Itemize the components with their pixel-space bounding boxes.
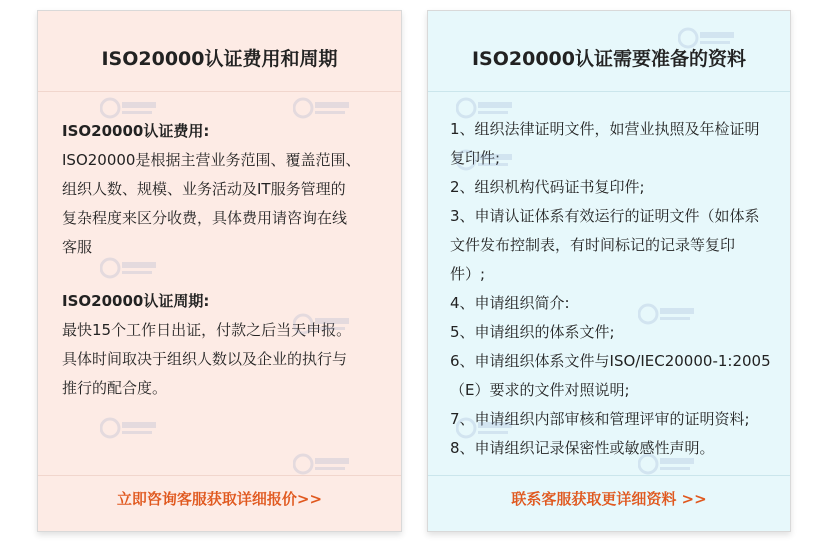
company-logo-watermark-icon — [293, 451, 353, 477]
fee-line: 复杂程度来区分收费，具体费用请咨询在线 — [62, 209, 348, 227]
cycle-line: 具体时间取决于组织人数以及企业的执行与 — [62, 350, 348, 368]
list-item: 7、申请组织内部审核和管理评审的证明资料; — [450, 410, 750, 428]
company-logo-watermark-icon — [638, 301, 698, 327]
company-logo-watermark-icon — [638, 451, 698, 477]
list-item: 8、申请组织记录保密性或敏感性声明。 — [450, 439, 715, 457]
list-item: 5、申请组织的体系文件; — [450, 323, 615, 341]
fee-section — [62, 117, 382, 262]
consult-quote-link[interactable]: 立即咨询客服获取详细报价>> — [38, 475, 401, 531]
company-logo-watermark-icon — [100, 95, 160, 121]
cycle-heading: ISO20000认证周期: — [62, 292, 210, 310]
materials-title: ISO20000认证需要准备的资料 — [428, 11, 790, 92]
company-logo-watermark-icon — [456, 415, 516, 441]
cycle-line: 推行的配合度。 — [62, 379, 168, 397]
list-item: 2、组织机构代码证书复印件; — [450, 178, 645, 196]
cycle-section — [62, 287, 382, 403]
cycle-line: 最快15个工作日出证，付款之后当天申报。 — [62, 321, 352, 339]
list-item: 文件发布控制表，有时间标记的记录等复印 — [450, 236, 736, 254]
contact-materials-link[interactable]: 联系客服获取更详细资料 >> — [428, 475, 790, 531]
list-item: 件）; — [450, 265, 486, 283]
list-item: 复印件; — [450, 149, 501, 167]
company-logo-watermark-icon — [456, 147, 516, 173]
fee-line: ISO20000是根据主营业务范围、覆盖范围、 — [62, 151, 361, 169]
company-logo-watermark-icon — [100, 415, 160, 441]
list-item: 4、申请组织简介: — [450, 294, 570, 312]
fee-cycle-card — [37, 10, 402, 532]
list-item: （E）要求的文件对照说明; — [450, 381, 630, 399]
fee-line: 客服 — [62, 238, 93, 256]
list-item: 1、组织法律证明文件，如营业执照及年检证明 — [450, 120, 760, 138]
fee-cycle-title: ISO20000认证费用和周期 — [38, 11, 401, 92]
company-logo-watermark-icon — [678, 25, 738, 51]
fee-line: 组织人数、规模、业务活动及IT服务管理的 — [62, 180, 346, 198]
list-item: 3、申请认证体系有效运行的证明文件（如体系 — [450, 207, 760, 225]
materials-card — [427, 10, 791, 532]
company-logo-watermark-icon — [100, 255, 160, 281]
list-item: 6、申请组织体系文件与ISO/IEC20000-1:2005 — [450, 352, 771, 370]
company-logo-watermark-icon — [293, 311, 353, 337]
fee-heading: ISO20000认证费用: — [62, 122, 210, 140]
company-logo-watermark-icon — [456, 95, 516, 121]
company-logo-watermark-icon — [293, 95, 353, 121]
